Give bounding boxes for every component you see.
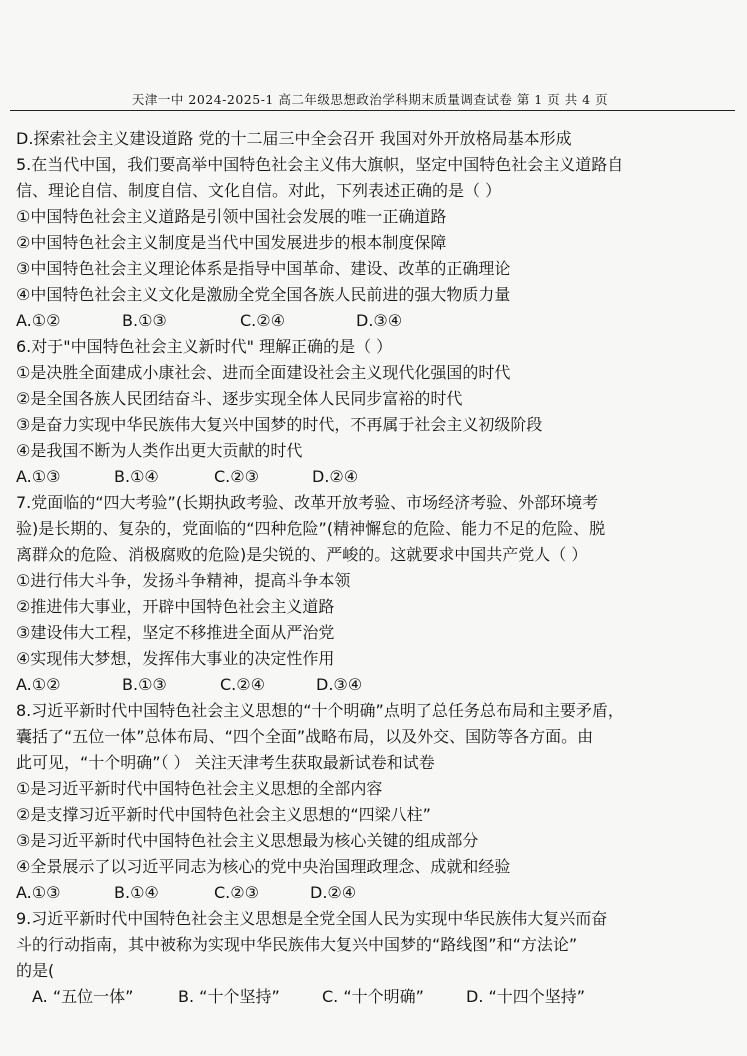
question-5-choice-2: ②中国特色社会主义制度是当代中国发展进步的根本制度保障 <box>16 233 447 252</box>
question-7-choice-4: ④实现伟大梦想，发挥伟大事业的决定性作用 <box>16 649 335 668</box>
question-7-stem: 离群众的危险、消极腐败的危险)是尖锐的、严峻的。这就要求中国共产党人（ ） <box>16 545 588 564</box>
question-9-stem: 的是( <box>16 961 55 980</box>
header-divider <box>10 110 735 111</box>
question-5-choice-3: ③中国特色社会主义理论体系是指导中国革命、建设、改革的正确理论 <box>16 259 511 278</box>
question-6-choice-2: ②是全国各族人民团结奋斗、逐步实现全体人民同步富裕的时代 <box>16 389 463 408</box>
option-d: D.②④ <box>310 883 357 902</box>
question-6-options <box>16 464 734 490</box>
question-9-stem: 斗的行动指南，其中被称为实现中华民族伟大复兴中国梦的“路线图”和“方法论” <box>16 935 578 954</box>
question-7-options <box>16 672 734 698</box>
question-8-choice-2: ②是支撑习近平新时代中国特色社会主义思想的“四梁八柱” <box>16 805 431 824</box>
option-d: D. “十四个坚持” <box>466 987 586 1006</box>
option-a: A.①③ <box>16 467 61 486</box>
option-a: A. “五位一体” <box>32 987 134 1006</box>
question-7-choice-3: ③建设伟大工程，坚定不移推进全面从严治党 <box>16 623 335 642</box>
option-b: B. “十个坚持” <box>178 987 280 1006</box>
option-b: B.①④ <box>114 467 159 486</box>
option-d: D.③④ <box>316 675 363 694</box>
question-9-stem: 9.习近平新时代中国特色社会主义思想是全党全国人民为实现中华民族伟大复兴而奋 <box>16 909 608 928</box>
question-4-option-d: D.探索社会主义建设道路 党的十二届三中全会召开 我国对外开放格局基本形成 <box>16 129 572 148</box>
option-a: A.①② <box>16 675 61 694</box>
question-8-stem: 囊括了“五位一体”总体布局、“四个全面”战略布局，以及外交、国防等各方面。由 <box>16 727 594 746</box>
option-b: B.①③ <box>122 675 167 694</box>
question-5-stem: 5.在当代中国，我们要高举中国特色社会主义伟大旗帜，坚定中国特色社会主义道路自 <box>16 155 624 174</box>
question-8-choice-3: ③是习近平新时代中国特色社会主义思想最为核心关键的组成部分 <box>16 831 479 850</box>
question-6-choice-4: ④是我国不断为人类作出更大贡献的时代 <box>16 441 303 460</box>
option-a: A.①② <box>16 311 61 330</box>
question-7-choice-1: ①进行伟大斗争，发扬斗争精神，提高斗争本领 <box>16 571 351 590</box>
option-b: B.①④ <box>114 883 159 902</box>
question-8-stem: 8.习近平新时代中国特色社会主义思想的“十个明确”点明了总任务总布局和主要矛盾， <box>16 701 624 720</box>
question-5-options <box>16 308 734 334</box>
option-c: C.②④ <box>220 675 265 694</box>
option-c: C.②④ <box>240 311 285 330</box>
question-5-stem: 信、理论自信、制度自信、文化自信。对此，下列表述正确的是（ ） <box>16 181 502 200</box>
question-8-choice-1: ①是习近平新时代中国特色社会主义思想的全部内容 <box>16 779 383 798</box>
question-8-stem: 此可见，“十个明确”（ ） 关注天津考生获取最新试卷和试卷 <box>16 753 435 772</box>
question-5-choice-4: ④中国特色社会主义文化是激励全党全国各族人民前进的强大物质力量 <box>16 285 511 304</box>
page-header: 天津一中 2024-2025-1 高二年级思想政治学科期末质量调查试卷 第 1 页 共 4 页 <box>131 92 609 107</box>
question-7-choice-2: ②推进伟大事业，开辟中国特色社会主义道路 <box>16 597 335 616</box>
question-8-options <box>16 880 734 906</box>
question-7-stem: 验)是长期的、复杂的，党面临的“四种危险”(精神懈怠的危险、能力不足的危险、脱 <box>16 519 606 538</box>
option-a: A.①③ <box>16 883 61 902</box>
option-c: C. “十个明确” <box>322 987 424 1006</box>
question-9-options <box>16 984 734 1010</box>
question-8-choice-4: ④全景展示了以习近平同志为核心的党中央治国理政理念、成就和经验 <box>16 857 511 876</box>
question-7-stem: 7.党面临的“四大考验”(长期执政考验、改革开放考验、市场经济考验、外部环境考 <box>16 493 599 512</box>
option-d: D.③④ <box>356 311 403 330</box>
question-5-choice-1: ①中国特色社会主义道路是引领中国社会发展的唯一正确道路 <box>16 207 447 226</box>
option-c: C.②③ <box>214 467 259 486</box>
option-d: D.②④ <box>312 467 359 486</box>
option-c: C.②③ <box>214 883 259 902</box>
question-6-choice-1: ①是决胜全面建成小康社会、进而全面建设社会主义现代化强国的时代 <box>16 363 511 382</box>
question-6-stem: 6.对于"中国特色社会主义新时代" 理解正确的是（ ） <box>16 337 393 356</box>
option-b: B.①③ <box>122 311 167 330</box>
question-6-choice-3: ③是奋力实现中华民族伟大复兴中国梦的时代，不再属于社会主义初级阶段 <box>16 415 543 434</box>
exam-content <box>16 126 734 1010</box>
